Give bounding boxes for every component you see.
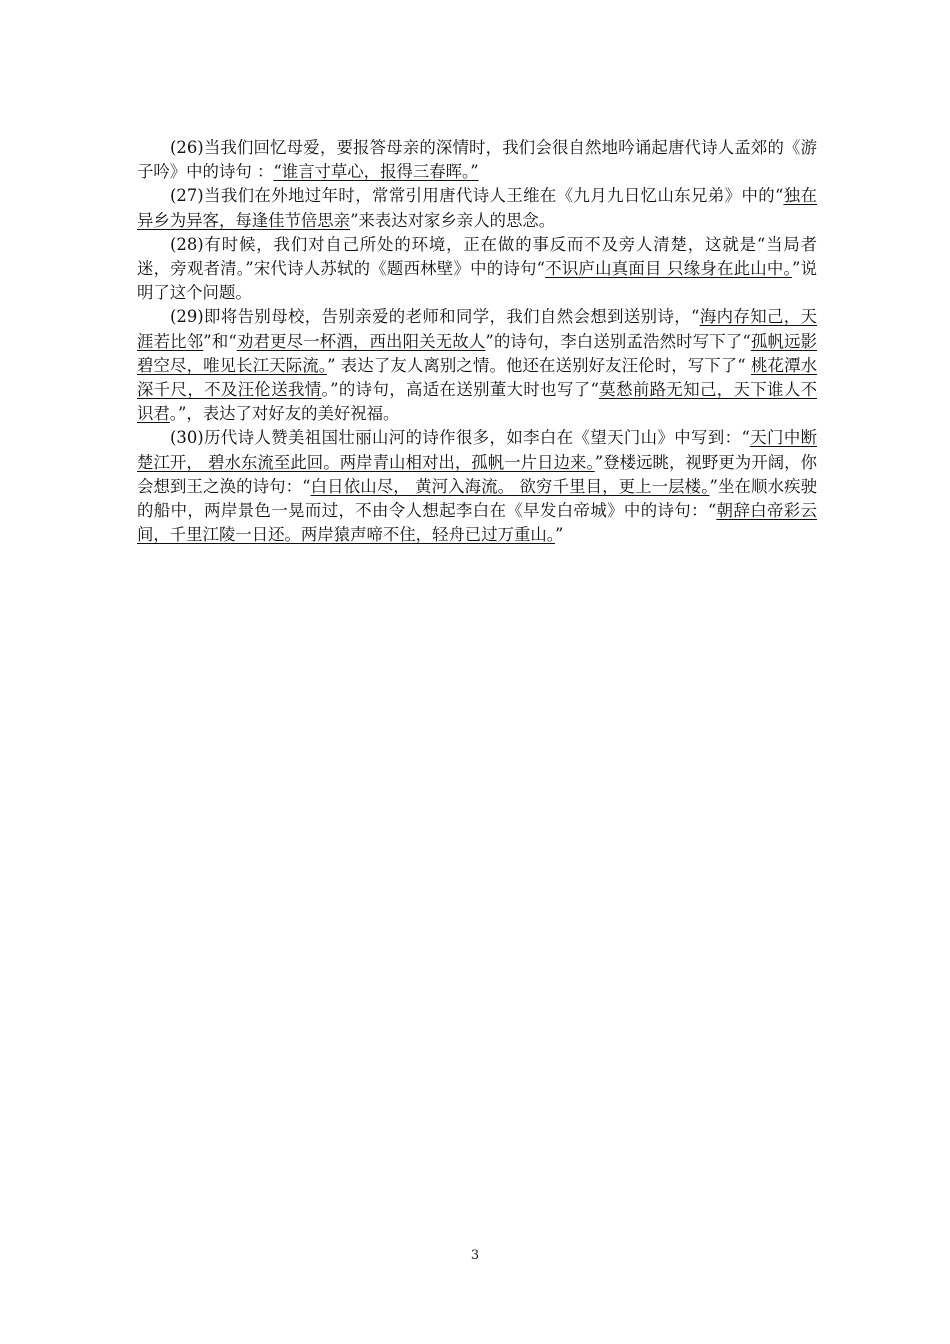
- question-text: (29)即将告别母校，告别亲爱的老师和同学，我们自然会想到送别诗，“: [170, 307, 700, 327]
- answer-text: 白日依山尽， 黄河入海流。 欲穷千里目，更上一层楼。: [310, 476, 710, 496]
- answer-text: 劝君更尽一杯酒，西出阳关无故人: [236, 331, 486, 351]
- answer-text: 孤帆远影碧空尽，唯见长江天际流。: [137, 331, 818, 375]
- answer-text: 不识庐山真面目 只缘身在此山中。: [544, 259, 792, 279]
- question-text: ”来表达对家乡亲人的思念。: [350, 210, 556, 230]
- paragraph-q27: [137, 184, 817, 232]
- paragraph-q29: [137, 305, 817, 426]
- question-text: ”说明了这个问题。: [137, 259, 817, 303]
- answer-text: 桃花潭水深千尺，不及汪伦送我情: [137, 355, 817, 400]
- answer-text: 海内存知己，天涯若比邻: [137, 307, 817, 351]
- paragraph-q26: [137, 136, 817, 184]
- question-text: ”坐在顺水疾驶的船中，两岸景色一晃而过，不由令人想起李白在《早发白帝城》中的诗句：“: [137, 476, 817, 521]
- question-text: ”登楼远眺，视野更为开阔，你会想到王之涣的诗句：“: [137, 452, 817, 496]
- question-text: ”和“: [203, 331, 237, 351]
- answer-text: 独在异乡为异客，每逢佳节倍思亲: [137, 186, 817, 230]
- page-number: 3: [470, 1248, 480, 1263]
- question-text: (30)历代诗人赞美祖国壮丽山河的诗作很多，如李白在《望天门山》中写到：“: [170, 428, 750, 448]
- answer-text: 天门中断楚江开， 碧水东流至此回。两岸青山相对出，孤帆一片日边来。: [137, 428, 818, 472]
- question-text: (28)有时候，我们对自己所处的环境，正在做的事反而不及旁人清楚，这就是“当局者迷，旁观者清。”宋代诗人苏轼的《题西林壁》中的诗句“: [137, 234, 817, 279]
- question-text: (26)当我们回忆母爱，要报答母亲的深情时，我们会很自然地吟诵起唐代诗人孟郊的《游子吟》中的诗句 ：: [137, 138, 817, 182]
- question-text: 。”的诗句，高适在送别董大时也写了“: [321, 380, 599, 400]
- question-text: 。”，表达了对好友的美好祝福。: [169, 404, 400, 424]
- question-text: (27)当我们在外地过年时，常常引用唐代诗人王维在《九月九日忆山东兄弟》中的“: [170, 186, 784, 206]
- paragraph-q28: [137, 233, 817, 306]
- paragraph-q30: [137, 426, 817, 547]
- question-text: ” 表达了友人离别之情。他还在送别好友汪伦时，写下了“: [327, 355, 752, 375]
- answer-text: “谁言寸草心，报得三春晖。”: [273, 162, 479, 182]
- question-text: ”的诗句，李白送别孟浩然时写下了“: [485, 331, 751, 351]
- question-text: ”: [554, 525, 564, 545]
- document-body: [137, 136, 817, 547]
- answer-text: 莫愁前路无知己，天下谁人不识君: [137, 380, 818, 424]
- answer-text: 朝辞白帝彩云间，千里江陵一日还。两岸猿声啼不住，轻舟已过万重山。: [137, 501, 817, 545]
